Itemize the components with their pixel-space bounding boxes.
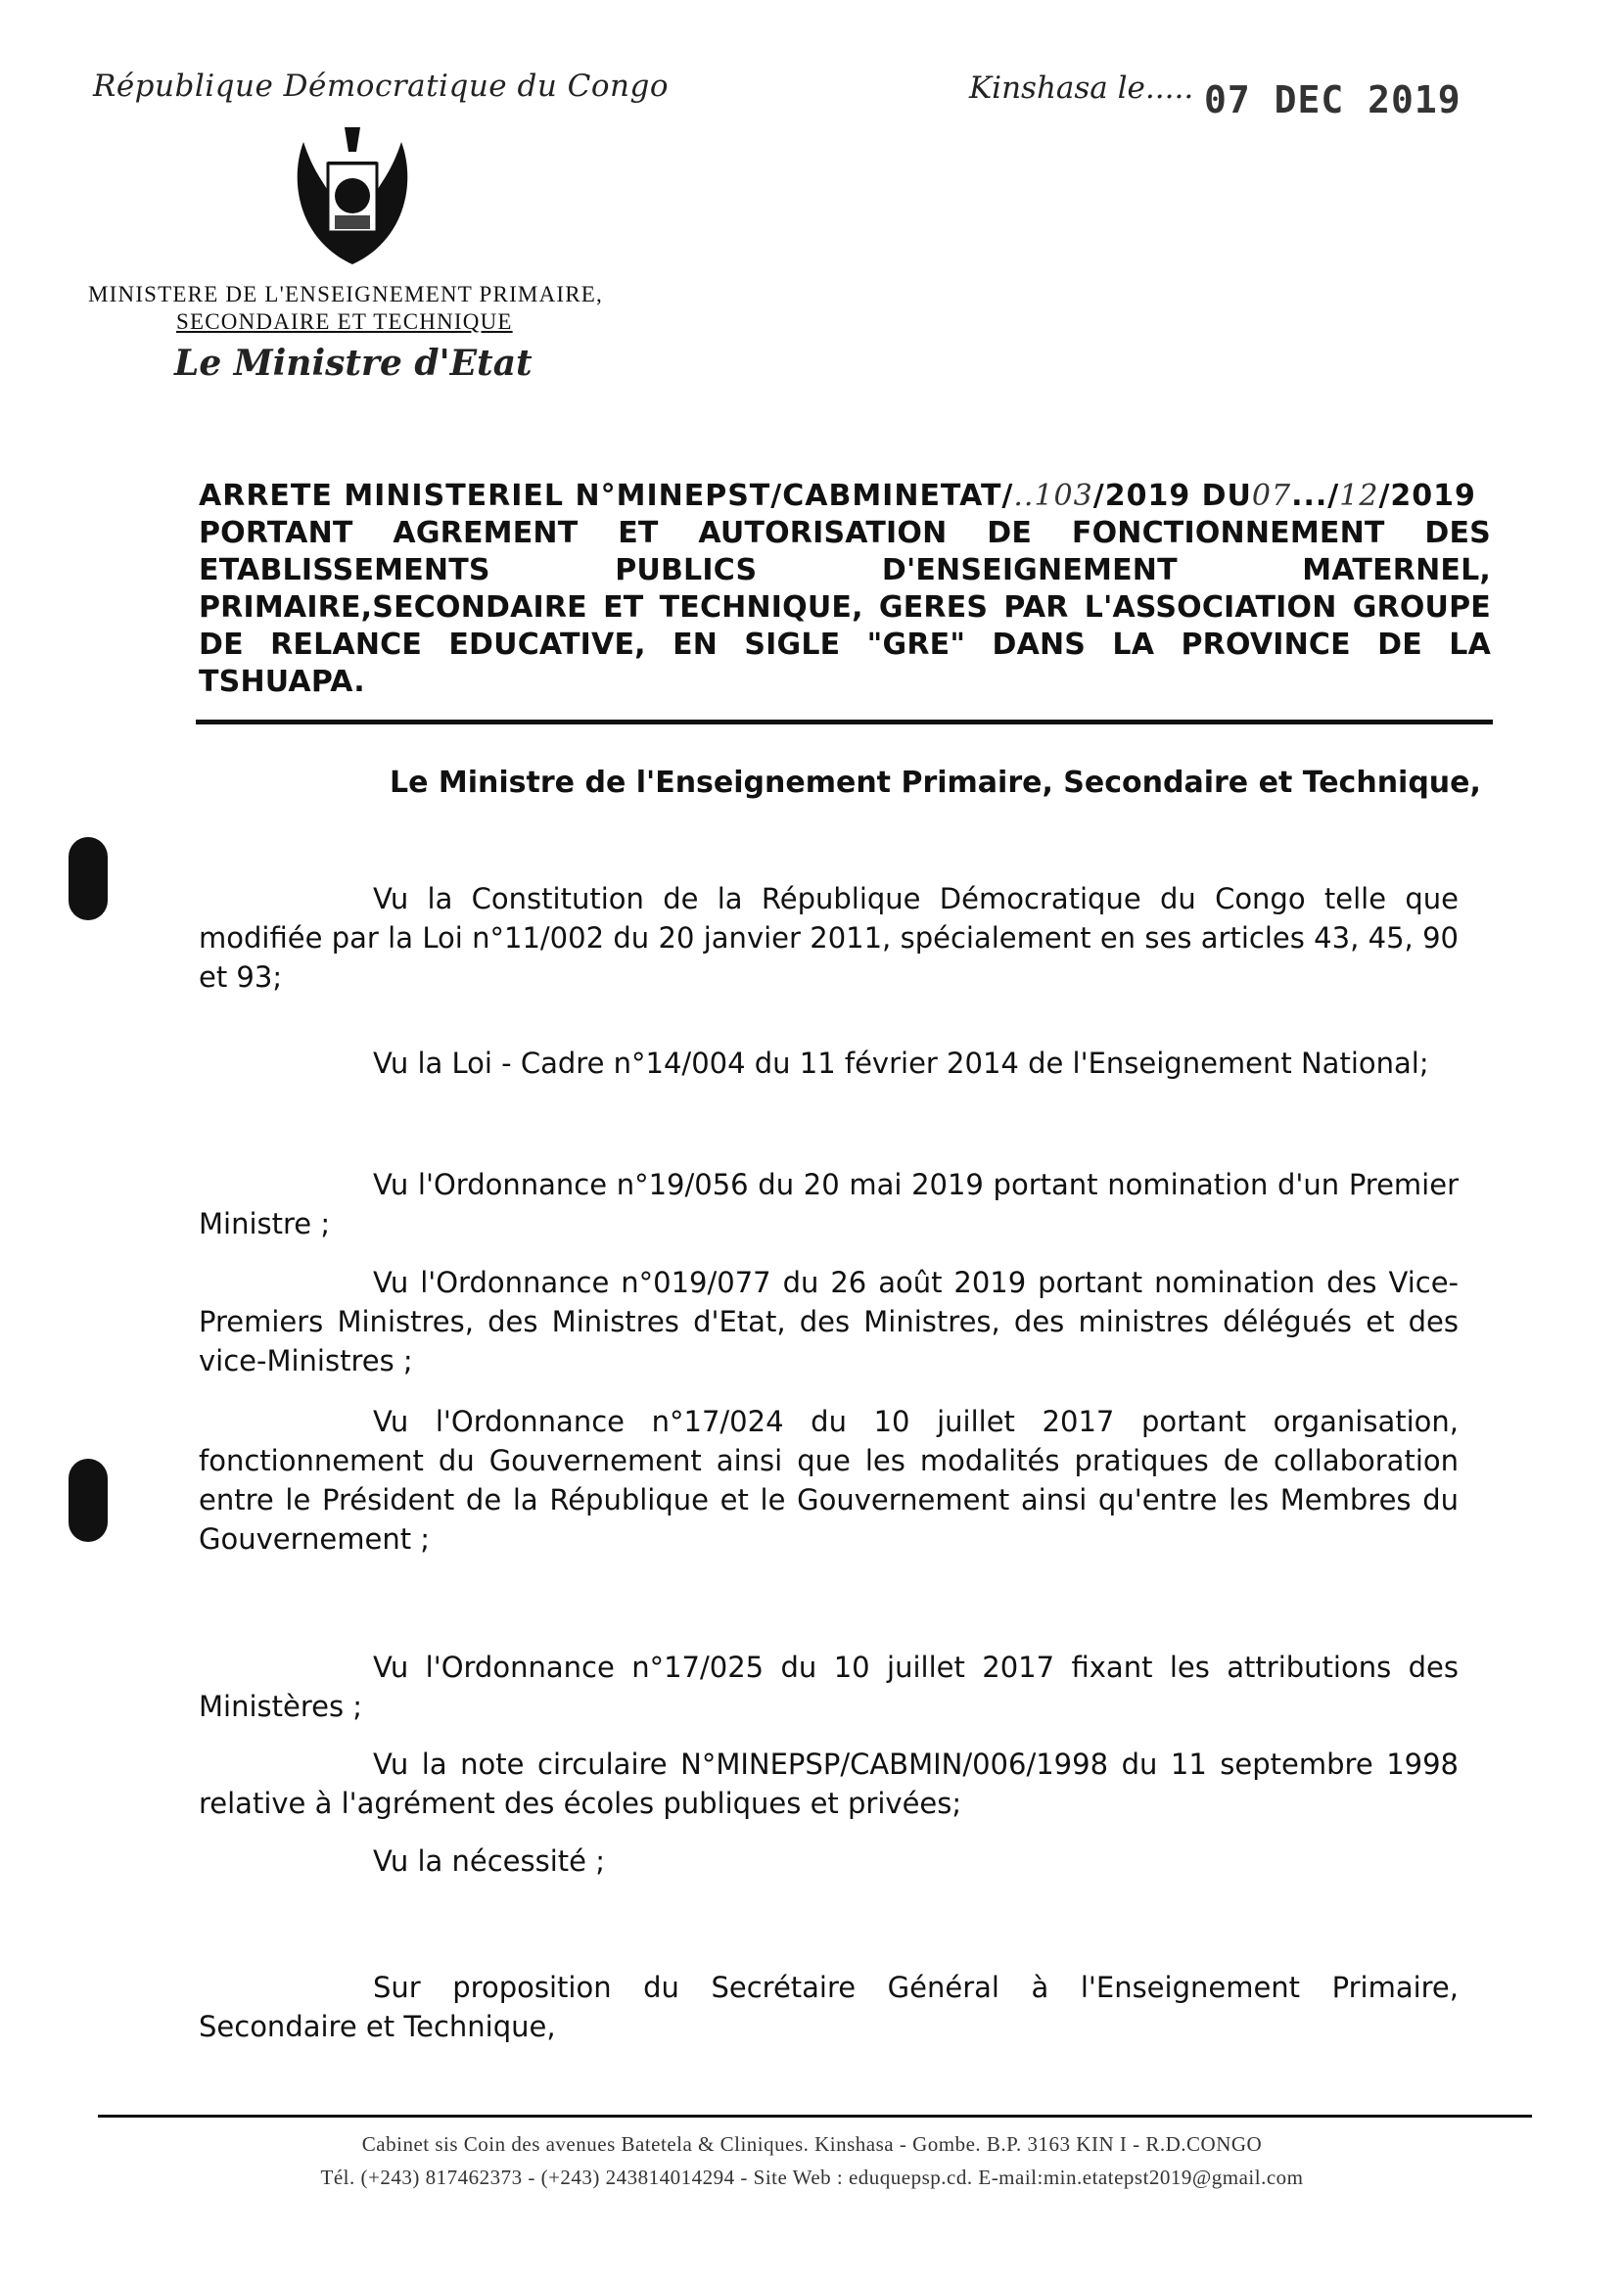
coat-of-arms-emblem [284, 122, 421, 269]
decree-title [199, 478, 1491, 701]
title-divider [196, 720, 1493, 724]
ministry-name-line2: SECONDAIRE ET TECHNIQUE [176, 309, 513, 334]
date-stamp: 07 DEC 2019 [1204, 78, 1462, 121]
consideration-note-circulaire: Vu la note circulaire N°MINEPSP/CABMIN/006/1998 du 11 septembre 1998 relative à l'agrément des écoles publiques et privées; [199, 1748, 1459, 1820]
place-date-prefix: Kinshasa le..... [969, 70, 1194, 106]
consideration-constitution: Vu la Constitution de la République Démocratique du Congo telle que modifiée par la Loi n°11/002 du 20 janvier 2011, spécialement en ses articles 43, 45, 90 et 93; [199, 882, 1459, 994]
place-date [969, 70, 1193, 106]
decree-title-first-line: ARRETE MINISTERIEL N°MINEPST/CABMINETAT/..103/2019 DU07.../12/2019 [199, 479, 1476, 513]
punch-mark-bottom [69, 1459, 108, 1542]
ministry-name-line1: MINISTERE DE L'ENSEIGNEMENT PRIMAIRE, [88, 282, 603, 306]
consideration-proposition: Sur proposition du Secrétaire Général à l'Enseignement Primaire, Secondaire et Technique, [199, 1971, 1459, 2043]
republic-heading: République Démocratique du Congo [93, 69, 670, 104]
intro-heading: Le Ministre de l'Enseignement Primaire, Secondaire et Technique, [390, 766, 1481, 800]
handwritten-number: ..103 [1013, 479, 1093, 513]
consideration-organisation: Vu l'Ordonnance n°17/024 du 10 juillet 2017 portant organisation, fonctionnement du Gouvernement ainsi que les modalités pratiques de collaboration entre le Président de la République et le Gouvernement ainsi qu'entre les Membres du Gouvernement ; [199, 1405, 1459, 1556]
consideration-necessite: Vu la nécessité ; [373, 1844, 605, 1878]
consideration-vice-premiers: Vu l'Ordonnance n°019/077 du 26 août 2019 portant nomination des Vice-Premiers Ministres, des Ministres d'Etat, des Ministres, des ministres délégués et des vice-Ministres ; [199, 1266, 1459, 1377]
consideration-attributions: Vu l'Ordonnance n°17/025 du 10 juillet 2017 fixant les attributions des Ministères ; [199, 1651, 1459, 1723]
consideration-premier-ministre: Vu l'Ordonnance n°19/056 du 20 mai 2019 portant nomination d'un Premier Ministre ; [199, 1168, 1459, 1240]
consideration-loi-cadre: Vu la Loi - Cadre n°14/004 du 11 février 2014 de l'Enseignement National; [373, 1047, 1429, 1080]
footer-divider [98, 2115, 1532, 2118]
footer-contact: Tél. (+243) 817462373 - (+243) 243814014294 - Site Web : eduquepsp.cd. E-mail:min.etatepst2019@gmail.com [320, 2166, 1304, 2189]
handwritten-day: 07 [1251, 479, 1292, 513]
punch-mark-top [69, 837, 108, 920]
footer-address: Cabinet sis Coin des avenues Batetela & Cliniques. Kinshasa - Gombe. B.P. 3163 KIN I - R.D.CONGO [361, 2132, 1263, 2156]
handwritten-month: 12 [1339, 479, 1379, 513]
minister-title: Le Ministre d'Etat [174, 343, 533, 384]
decree-title-rest: PORTANT AGREMENT ET AUTORISATION DE FONCTIONNEMENT DES ETABLISSEMENTS PUBLICS D'ENSEIGNEMENT MATERNEL, PRIMAIRE,SECONDAIRE ET TECHNIQUE, GERES PAR L'ASSOCIATION GROUPE DE RELANCE EDUCATIVE, EN SIGLE "GRE" DANS LA PROVINCE DE LA TSHUAPA. [199, 516, 1491, 699]
